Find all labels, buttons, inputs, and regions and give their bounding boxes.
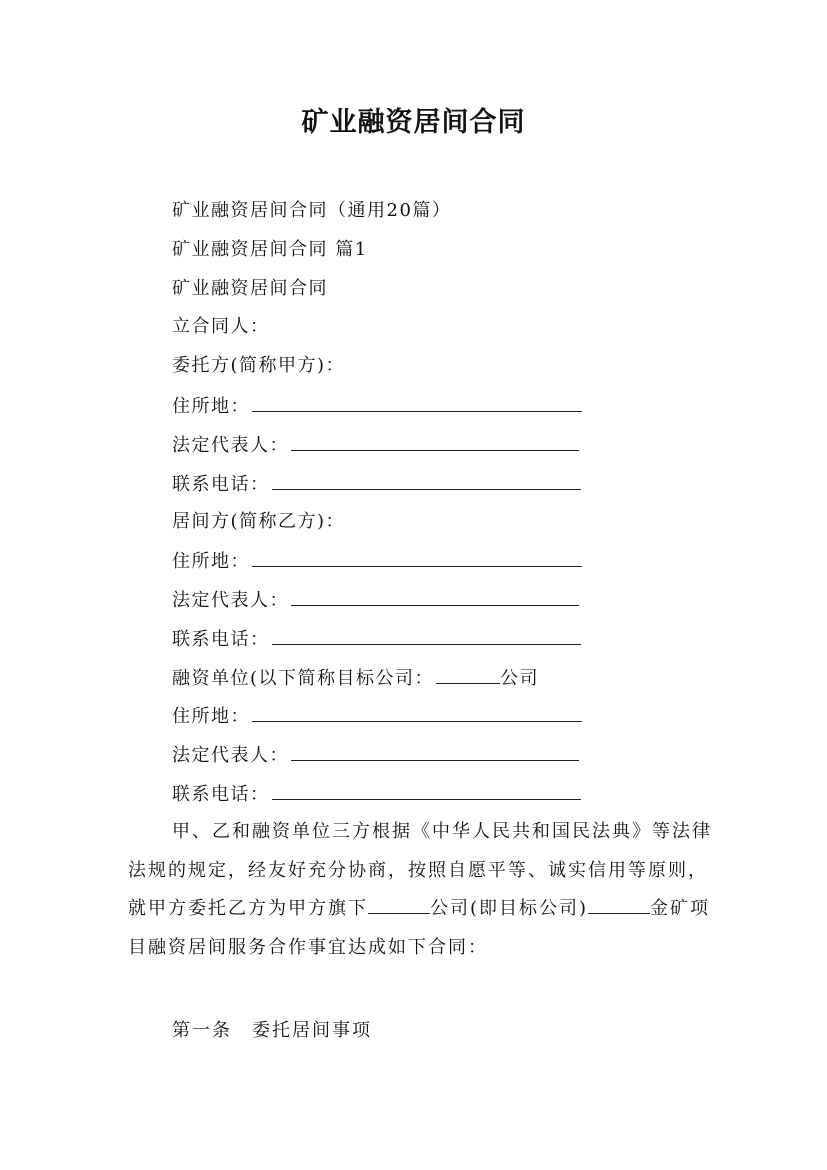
- contract-name-line: 矿业融资居间合同: [172, 278, 328, 299]
- target-rep-field: [172, 742, 579, 768]
- preamble-paragraph: [128, 813, 718, 967]
- party-a-phone-blank: [272, 471, 581, 490]
- party-a-rep-label: 法定代表人：: [172, 435, 289, 456]
- party-a-address-label: 住所地：: [172, 396, 250, 417]
- party-a-phone-field: [172, 471, 581, 497]
- party-a-phone-label: 联系电话：: [172, 474, 270, 495]
- target-heading-prefix: 融资单位(以下简称目标公司：: [172, 668, 435, 689]
- party-b-heading: 居间方(简称乙方)：: [172, 511, 346, 532]
- document-title: 矿业融资居间合同: [301, 107, 526, 138]
- preamble-part1: 甲、乙和融资单位三方根据《中华人民共和国民法典》等法律法规的规定，经友好充分协商，按照自愿平等、诚实信用等原则，就甲方委托乙方为甲方旗下: [128, 821, 712, 920]
- target-address-field: [172, 703, 582, 729]
- target-address-label: 住所地：: [172, 706, 250, 727]
- parties-label: 立合同人：: [172, 316, 270, 337]
- target-phone-label: 联系电话：: [172, 784, 270, 805]
- target-address-blank: [252, 703, 582, 722]
- party-b-rep-blank: [291, 587, 579, 606]
- target-phone-field: [172, 781, 581, 807]
- party-b-rep-label: 法定代表人：: [172, 590, 289, 611]
- party-b-phone-label: 联系电话：: [172, 629, 270, 650]
- subtitle-line: 矿业融资居间合同（通用20篇）: [172, 200, 452, 221]
- party-a-address-blank: [252, 393, 582, 412]
- target-heading-suffix: 公司: [500, 668, 540, 689]
- target-rep-blank: [291, 742, 579, 761]
- target-company-heading: [172, 665, 539, 691]
- party-a-heading: 委托方(简称甲方)：: [172, 355, 346, 376]
- party-b-address-label: 住所地：: [172, 551, 250, 572]
- party-b-phone-blank: [272, 626, 581, 645]
- party-b-address-blank: [252, 548, 582, 567]
- target-rep-label: 法定代表人：: [172, 745, 289, 766]
- party-b-phone-field: [172, 626, 581, 652]
- chapter-line: 矿业融资居间合同 篇1: [172, 239, 368, 260]
- target-company-blank: [436, 665, 500, 684]
- party-b-address-field: [172, 548, 582, 574]
- party-b-rep-field: [172, 587, 579, 613]
- preamble-part2: 公司(即目标公司): [430, 898, 589, 920]
- preamble-part3: 金矿项目融资居间服务合作事宜达成如下合同：: [128, 898, 711, 958]
- target-phone-blank: [272, 781, 581, 800]
- party-a-address-field: [172, 393, 582, 419]
- party-a-rep-field: [172, 432, 579, 458]
- preamble-project-blank: [588, 895, 650, 914]
- party-a-rep-blank: [291, 432, 579, 451]
- article-1-heading: 第一条 委托居间事项: [172, 1020, 372, 1041]
- preamble-company-blank: [368, 895, 430, 914]
